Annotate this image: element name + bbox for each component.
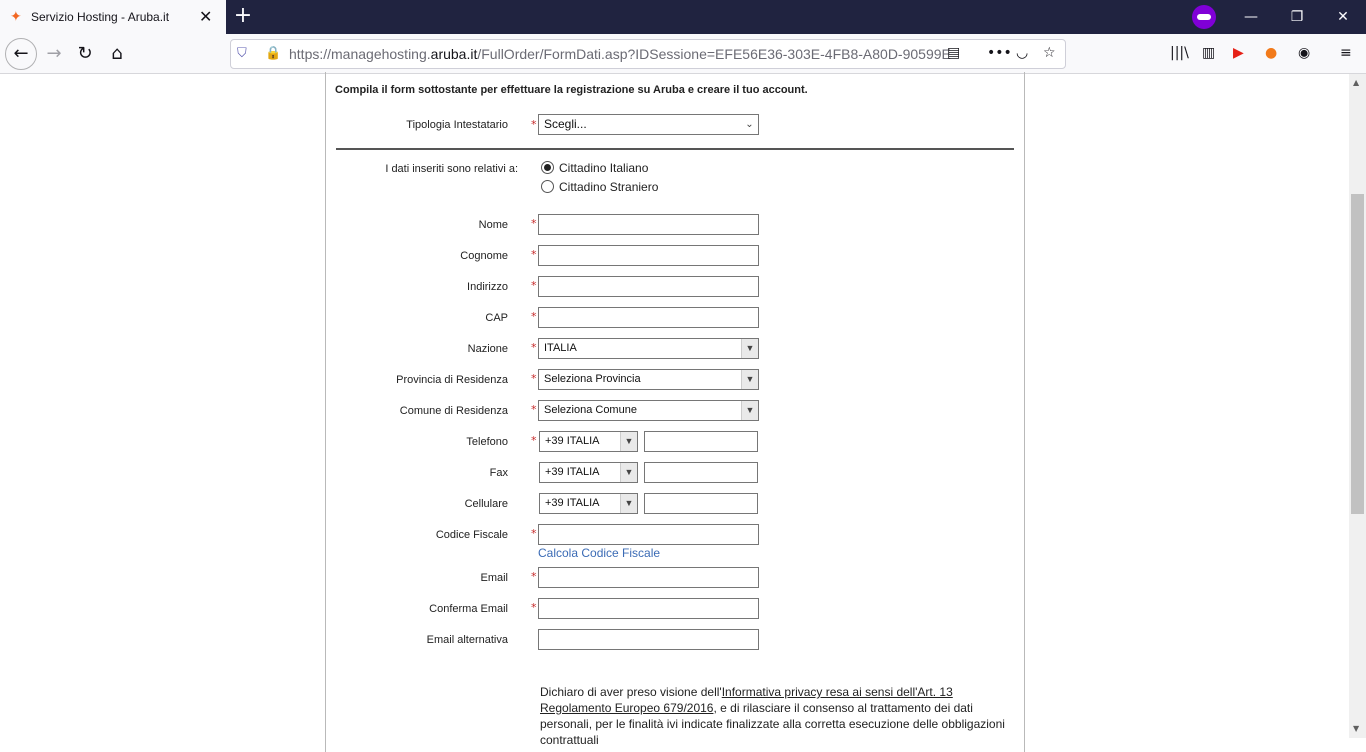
telefono-input[interactable] — [644, 431, 758, 452]
conferma-email-input[interactable] — [538, 598, 759, 619]
privacy-consent-text: Dichiaro di aver preso visione dell'Informativa privacy resa ai sensi dell'Art. 13 Regolamento Europeo 679/2016, e di rilasciare il consenso al trattamento dei dati personali, per le finalità ivi indicate finalizzate alla corretta esecuzione delle obbligazioni contrattuali — [540, 685, 1005, 747]
back-button[interactable]: ← — [5, 38, 37, 70]
url-text[interactable]: https://managehosting.aruba.it/FullOrder/FormDati.asp?IDSessione=EFE56E36-303E-4FB8-A80D-90599E — [289, 46, 951, 62]
required-mark: * — [531, 341, 537, 354]
menu-icon[interactable]: ≡ — [1340, 45, 1352, 61]
bookmark-star-icon[interactable]: ☆ — [1043, 45, 1056, 61]
nome-label: Nome — [478, 219, 508, 231]
library-icon[interactable]: |||\ — [1170, 45, 1189, 61]
cellulare-prefix-select[interactable]: +39 ITALIA ▼ — [539, 493, 638, 514]
required-mark: * — [531, 279, 537, 292]
nav-bar — [0, 34, 1366, 74]
scroll-up-icon[interactable]: ▲ — [1353, 78, 1360, 87]
chevron-down-icon: ▼ — [620, 463, 637, 482]
email-alternativa-label: Email alternativa — [426, 634, 508, 646]
nome-input[interactable] — [538, 214, 759, 235]
radio-cittadino-italiano[interactable] — [541, 161, 554, 174]
cognome-input[interactable] — [538, 245, 759, 266]
tipologia-select[interactable]: Scegli... ⌄ — [538, 114, 759, 135]
form-intro: Compila il form sottostante per effettuare la registrazione su Aruba e creare il tuo account. — [335, 84, 808, 96]
indirizzo-input[interactable] — [538, 276, 759, 297]
scroll-down-icon[interactable]: ▼ — [1353, 724, 1360, 733]
required-mark: * — [531, 570, 537, 583]
tipologia-label: Tipologia Intestatario — [406, 119, 508, 131]
radio-cittadino-straniero[interactable] — [541, 180, 554, 193]
fax-input[interactable] — [644, 462, 758, 483]
email-alternativa-input[interactable] — [538, 629, 759, 650]
required-mark: * — [531, 403, 537, 416]
firefox-icon[interactable]: ● — [1265, 45, 1278, 61]
close-tab-icon[interactable]: ✕ — [199, 7, 213, 26]
cap-label: CAP — [485, 312, 508, 324]
cellulare-label: Cellulare — [464, 498, 508, 510]
forward-button[interactable]: → — [46, 43, 62, 64]
pocket-icon[interactable]: ◡ — [1016, 45, 1029, 61]
restore-button[interactable]: ❐ — [1290, 9, 1304, 25]
account-icon[interactable]: ◉ — [1298, 45, 1311, 61]
radio-italiano-label[interactable]: Cittadino Italiano — [559, 161, 649, 175]
cognome-label: Cognome — [460, 250, 508, 262]
required-mark: * — [531, 248, 537, 261]
chevron-down-icon: ▼ — [620, 432, 637, 451]
telefono-label: Telefono — [466, 436, 508, 448]
privacy-policy-link[interactable]: Informativa privacy resa ai sensi dell'Art. 13 Regolamento Europeo 679/2016 — [540, 685, 953, 715]
email-input[interactable] — [538, 567, 759, 588]
required-mark: * — [531, 310, 537, 323]
chevron-down-icon: ⌄ — [745, 119, 754, 130]
reload-button[interactable]: ↻ — [77, 43, 93, 64]
page-scrollbar[interactable] — [1349, 74, 1366, 738]
fax-label: Fax — [489, 467, 508, 479]
tab-bar — [0, 0, 1366, 34]
comune-label: Comune di Residenza — [399, 405, 508, 417]
lock-icon[interactable]: 🔒 — [265, 46, 282, 61]
comune-select[interactable]: Seleziona Comune ▼ — [538, 400, 759, 421]
required-mark: * — [531, 601, 537, 614]
page-content — [0, 74, 1349, 747]
nazione-select[interactable]: ITALIA ▼ — [538, 338, 759, 359]
home-button[interactable]: ⌂ — [111, 43, 123, 64]
private-browsing-icon — [1192, 5, 1216, 29]
divider — [336, 148, 1014, 150]
chevron-down-icon: ▼ — [741, 370, 758, 389]
url-bar[interactable] — [230, 39, 1066, 69]
indirizzo-label: Indirizzo — [467, 281, 508, 293]
reader-view-icon[interactable]: ▤ — [947, 45, 961, 61]
codice-fiscale-input[interactable] — [538, 524, 759, 545]
cellulare-input[interactable] — [644, 493, 758, 514]
telefono-prefix-select[interactable]: +39 ITALIA ▼ — [539, 431, 638, 452]
required-mark: * — [531, 527, 537, 540]
chevron-down-icon: ▼ — [741, 339, 758, 358]
required-mark: * — [531, 372, 537, 385]
sidebar-icon[interactable]: ▥ — [1202, 45, 1216, 61]
fax-prefix-select[interactable]: +39 ITALIA ▼ — [539, 462, 638, 483]
tab-aruba[interactable] — [0, 0, 226, 34]
nazione-label: Nazione — [467, 343, 508, 355]
tracking-shield-icon[interactable]: ⛉ — [237, 46, 247, 61]
provincia-label: Provincia di Residenza — [396, 374, 508, 386]
required-mark: * — [531, 217, 537, 230]
aruba-favicon-icon: ✦ — [10, 9, 22, 25]
chevron-down-icon: ▼ — [741, 401, 758, 420]
provincia-select[interactable]: Seleziona Provincia ▼ — [538, 369, 759, 390]
required-mark: * — [531, 118, 537, 131]
codice-fiscale-label: Codice Fiscale — [435, 529, 508, 541]
scrollbar-thumb[interactable] — [1351, 194, 1364, 514]
minimize-button[interactable]: — — [1244, 9, 1258, 25]
dati-label: I dati inseriti sono relativi a: — [385, 163, 518, 175]
new-tab-button[interactable]: + — [233, 3, 253, 28]
radio-straniero-label[interactable]: Cittadino Straniero — [559, 180, 659, 194]
cap-input[interactable] — [538, 307, 759, 328]
required-mark: * — [531, 434, 537, 447]
close-window-button[interactable]: ✕ — [1337, 9, 1349, 25]
chevron-down-icon: ▼ — [620, 494, 637, 513]
conferma-email-label: Conferma Email — [429, 603, 508, 615]
tab-title: Servizio Hosting - Aruba.it — [31, 10, 170, 24]
page-actions-icon[interactable]: ••• — [987, 45, 1012, 61]
calcola-codice-fiscale-link[interactable]: Calcola Codice Fiscale — [538, 546, 661, 560]
email-label: Email — [480, 572, 508, 584]
youtube-icon[interactable]: ▶ — [1233, 45, 1244, 61]
